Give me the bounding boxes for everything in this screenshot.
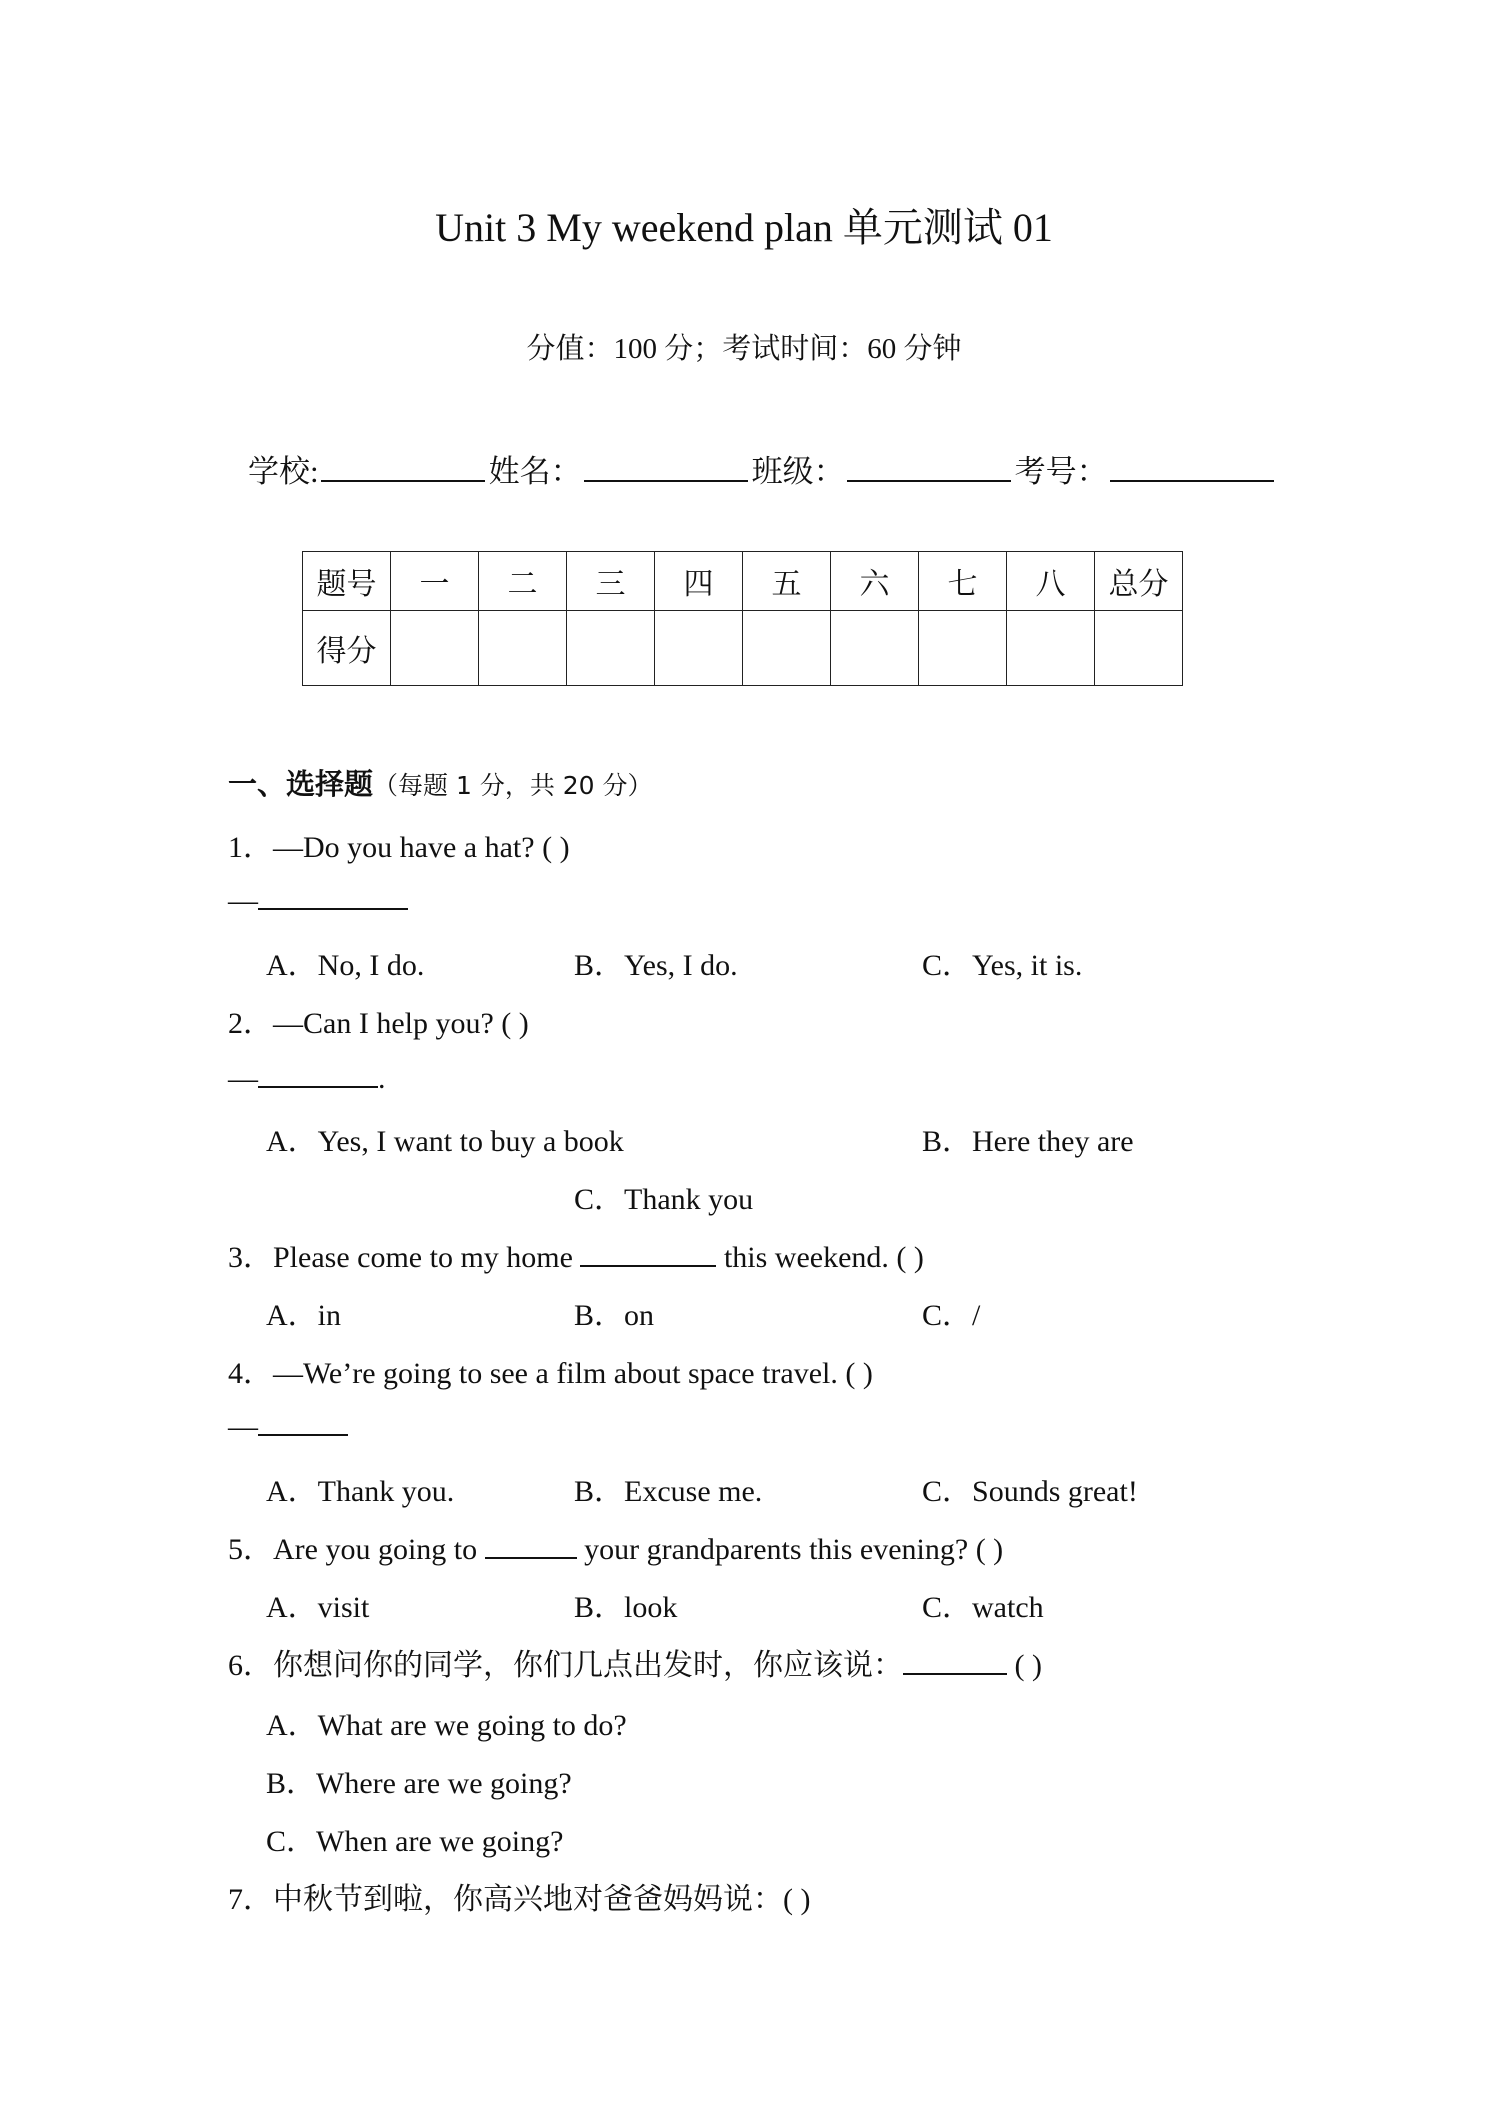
- question-4-option-a[interactable]: A．Thank you.: [266, 1475, 455, 1508]
- question-4-option-c[interactable]: C．Sounds great!: [922, 1475, 1138, 1508]
- score-table-header-cell: 五: [743, 552, 831, 611]
- question-5-option-b[interactable]: B．look: [574, 1591, 678, 1624]
- question-5-option-c[interactable]: C．watch: [922, 1591, 1044, 1624]
- question-5-option-a[interactable]: A．visit: [266, 1591, 370, 1624]
- exam-info-subtitle: 分值：100 分；考试时间：60 分钟: [526, 333, 962, 365]
- score-table-header-cell: 题号: [303, 552, 391, 611]
- question-3-option-b[interactable]: B．on: [574, 1299, 655, 1332]
- score-table-header-cell: 四: [655, 552, 743, 611]
- question-2-option-b[interactable]: B．Here they are: [922, 1125, 1134, 1158]
- class-field[interactable]: [847, 450, 1011, 482]
- score-table-header-cell: 一: [391, 552, 479, 611]
- question-6-blank[interactable]: [903, 1645, 1007, 1675]
- question-2-option-c[interactable]: C．Thank you: [574, 1183, 754, 1216]
- score-table-header-row: [303, 552, 1183, 611]
- score-table-header-cell: 二: [479, 552, 567, 611]
- score-table: [302, 551, 1183, 686]
- question-6-option-a[interactable]: A．What are we going to do?: [266, 1709, 627, 1742]
- name-field[interactable]: [584, 450, 748, 482]
- exam-number-label: 考号：: [1014, 454, 1108, 489]
- exam-number-field[interactable]: [1110, 450, 1274, 482]
- question-1-option-a[interactable]: A．No, I do.: [266, 949, 425, 982]
- score-cell[interactable]: [919, 611, 1007, 686]
- class-label: 班级：: [751, 454, 845, 489]
- student-info-line: [248, 446, 1278, 491]
- question-1-option-b[interactable]: B．Yes, I do.: [574, 949, 738, 982]
- question-4-option-b[interactable]: B．Excuse me.: [574, 1475, 763, 1508]
- question-6-stem: 6．你想问你的同学，你们几点出发时，你应该说： ( ): [228, 1640, 1042, 1684]
- score-table-header-cell: 六: [831, 552, 919, 611]
- question-5-blank[interactable]: [485, 1529, 577, 1559]
- question-2-stem: 2．—Can I help you? ( ): [228, 1007, 529, 1040]
- question-1-option-c[interactable]: C．Yes, it is.: [922, 949, 1083, 982]
- page-title: Unit 3 My weekend plan 单元测试 01: [435, 205, 1053, 250]
- question-5-stem: 5．Are you going to your grandparents this evening? ( ): [228, 1524, 1003, 1568]
- question-3-option-c[interactable]: C．/: [922, 1299, 981, 1332]
- score-cell[interactable]: [1007, 611, 1095, 686]
- score-cell[interactable]: [831, 611, 919, 686]
- score-table-score-row: [303, 611, 1183, 686]
- score-table-header-cell: 三: [567, 552, 655, 611]
- question-6-option-c[interactable]: C．When are we going?: [266, 1825, 564, 1858]
- score-table-header-cell: 总分: [1095, 552, 1183, 611]
- school-label: 学校:: [248, 454, 319, 489]
- question-7-stem: 7．中秋节到啦，你高兴地对爸爸妈妈说：( ): [228, 1883, 811, 1916]
- section-note: （每题 1 分，共 20 分）: [373, 771, 653, 800]
- score-table-header-cell: 八: [1007, 552, 1095, 611]
- score-cell[interactable]: [1095, 611, 1183, 686]
- question-4-answer-line[interactable]: —: [228, 1406, 348, 1444]
- score-cell[interactable]: [391, 611, 479, 686]
- section-heading: 一、选择题（每题 1 分，共 20 分）: [228, 767, 653, 801]
- question-1-stem: 1．—Do you have a hat? ( ): [228, 831, 570, 864]
- score-cell[interactable]: [743, 611, 831, 686]
- name-label: 姓名：: [488, 454, 582, 489]
- score-cell[interactable]: [479, 611, 567, 686]
- question-6-option-b[interactable]: B．Where are we going?: [266, 1767, 572, 1800]
- score-table-header-cell: 七: [919, 552, 1007, 611]
- question-4-stem: 4．—We’re going to see a film about space travel. ( ): [228, 1357, 873, 1390]
- question-3-blank[interactable]: [580, 1237, 716, 1267]
- question-2-option-a[interactable]: A．Yes, I want to buy a book: [266, 1125, 624, 1158]
- question-3-option-a[interactable]: A．in: [266, 1299, 341, 1332]
- score-cell[interactable]: [567, 611, 655, 686]
- score-row-label: 得分: [303, 611, 391, 686]
- question-1-answer-line[interactable]: —: [228, 880, 408, 918]
- score-cell[interactable]: [655, 611, 743, 686]
- question-2-answer-line[interactable]: — .: [228, 1058, 386, 1096]
- question-3-stem: 3．Please come to my home this weekend. ( ): [228, 1232, 924, 1276]
- school-field[interactable]: [321, 450, 485, 482]
